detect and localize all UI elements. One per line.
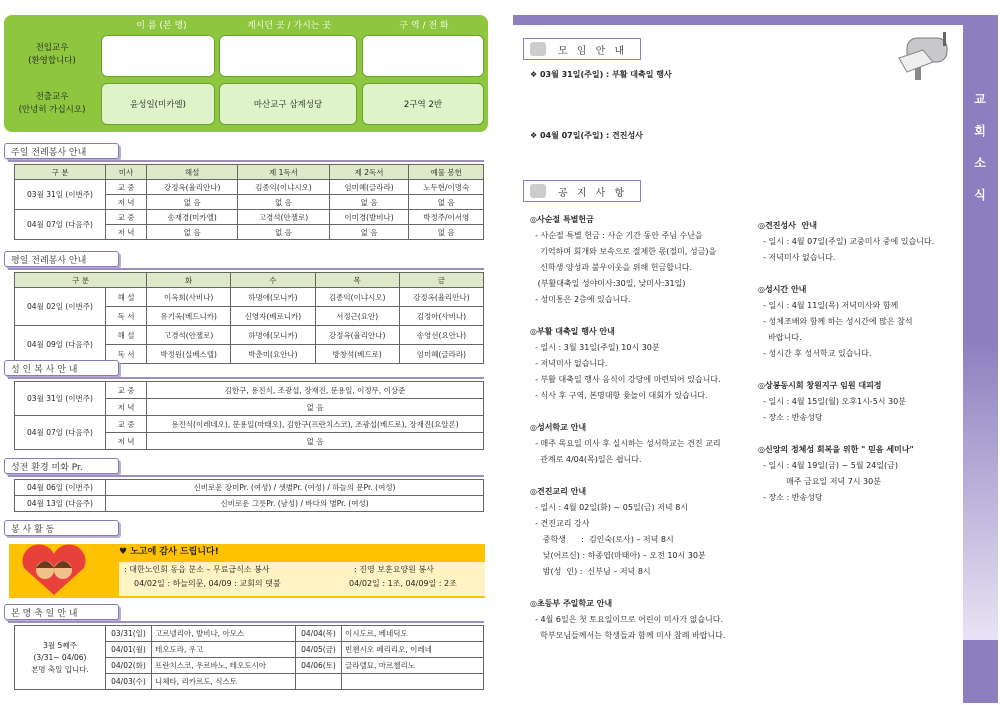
cell: 김종익(이냐시오) [238,180,329,195]
mass-cell: 저 녁 [106,433,147,450]
volunteer-illustration [9,540,99,600]
meeting-title [523,38,641,60]
notice-line: - 사순절 특별 헌금 : 사순 기간 동안 주님 수난을 [530,231,703,240]
cell: 하명애(모니카) [231,288,315,307]
notice-line: - 부활 대축일 행사 음식이 강당에 마련되어 있습니다. [530,375,721,384]
role-cell: 해 설 [106,326,147,345]
cell: 김종익(이냐시오) [315,288,399,307]
cell: 강정옥(율리안나) [399,288,483,307]
table-row [15,416,484,433]
weekday-table [14,272,484,364]
mass-cell: 교 중 [106,382,147,399]
notice-line: - 저녁미사 없습니다. [758,253,836,262]
notice-icon [530,184,546,198]
sunday-head: 예물 봉헌 [409,165,484,180]
notice-title [523,180,641,202]
patron-date: 04/06(토) [296,658,342,674]
patron-names: 프란치스코, 우르바노, 테오도시아 [152,658,296,674]
side-title-char: 소 [974,156,986,170]
notice-line: - 일시 : 4월 19일(금) ~ 5월 24일(금) [758,461,899,470]
notice-line: - 일시 : 4월 07일(주일) 교중미사 중에 있습니다. [758,237,935,246]
patron-date: 03/31(일) [106,626,152,642]
cell: 신영자(베로니카) [231,307,315,326]
meeting-item: ❖ 04월 07일(주일) : 견진성사 [530,131,643,140]
notice-line: 중학생 : 김인숙(로사) – 저녁 8시 [530,535,674,544]
transfer-header-name: 이 름 (본 명) [136,21,187,31]
date-cell: 04월 13일 (다음주) [15,496,106,512]
patron-names: 글라델묘, 마르첼리노 [342,658,484,674]
notice-line: - 성미통은 2층에 있습니다. [530,295,631,304]
table-row [15,480,484,496]
notice-line: - 4월 6일은 첫 토요일이므로 어린이 미사가 없습니다. [530,615,724,624]
meeting-icon [530,42,546,56]
notice-line [530,308,725,324]
cell: 없 음 [147,195,238,210]
notice-line: - 일시 : 4월 02일(화) ~ 05일(금) 저녁 8시 [530,503,689,512]
transfer-in-area [362,35,484,77]
notice-line: - 저녁미사 없습니다. [530,359,608,368]
mass-cell: 저 녁 [106,195,147,210]
patron-date [296,674,342,690]
cell: 강정옥(율리안나) [147,180,238,195]
patron-table [14,625,484,690]
env-text: 신비로운 장미Pr. (여성) / 샛별Pr. (여성) / 하늘의 문Pr. (여성) [106,480,484,496]
mass-cell: 교 중 [106,210,147,225]
role-cell: 독 서 [106,307,147,326]
notice-line: 관계로 4/04(목)일은 쉽니다. [530,455,642,464]
notice-line: - 장소 : 반송성당 [758,413,823,422]
mass-cell: 저 녁 [106,399,147,416]
weekday-head: 목 [315,273,399,288]
role-cell: 해 설 [106,288,147,307]
patron-label: 3월 5째주 (3/31~ 04/06) 본명 축일 입니다. [15,626,106,690]
sunday-title: 주일 전례봉사 안내 [4,143,119,159]
notice-line: 매주 금요일 저녁 7시 30분 [758,477,881,486]
notice-heading: ◎성시간 안내 [758,285,807,294]
notice-line: 밤(성 인) : 신부님 – 저녁 8시 [530,567,651,576]
env-table [14,479,484,512]
cell: 없 음 [409,225,484,240]
side-title-char: 교 [974,92,986,106]
cell: 이옥희(사비나) [147,288,231,307]
transfer-box [4,15,488,132]
altar-title: 성 인 복 사 안 내 [4,360,119,376]
notice-heading: ◎상봉동시회 창원지구 임원 대피정 [758,381,882,390]
patron-names: 고르넬리아, 발비나, 아모스 [152,626,296,642]
table-row [15,326,484,345]
notice-line: - 매주 목요일 미사 후 실시하는 성서학교는 견진 교리 [530,439,721,448]
cell: 박정주/이서영 [409,210,484,225]
transfer-out-name: 윤성일(미카엘) [101,83,215,125]
cell: 박정원(실베스텔) [147,345,231,364]
weekday-head: 화 [147,273,231,288]
patron-names: 테오도라, 우고 [152,642,296,658]
transfer-header-place: 계시던 곳 / 가시는 곳 [246,21,332,31]
weekday-title: 평일 전례봉사 안내 [4,251,119,267]
date-cell: 03월 31일 (이번주) [15,382,106,416]
side-title-char: 회 [974,124,986,138]
sunday-head: 구 분 [15,165,106,180]
cell: 노두현/이명숙 [409,180,484,195]
notice-line [530,580,725,596]
notice-line: (부활대축일 성야미사:30일, 낮미사:31일) [530,279,686,288]
patron-date: 04/04(목) [296,626,342,642]
names-cell: 없 음 [147,399,484,416]
notice-line: 학부모님들께서는 학생들과 함께 미사 참례 바랍니다. [530,631,726,640]
cell: 없 음 [147,225,238,240]
volunteer-thanks: ♥ 노고에 감사 드립니다! [119,547,219,557]
mass-cell: 교 중 [106,180,147,195]
notice-heading: ◎견진교리 안내 [530,487,587,496]
notice-line: - 식사 후 구역, 본명대항 윷놀이 대회가 있습니다. [530,391,708,400]
cell: 고경석(안젤로) [147,326,231,345]
notice-line [530,468,725,484]
cell: 없 음 [238,195,329,210]
notice-line: - 장소 : 반송성당 [758,493,823,502]
cell: 없 음 [238,225,329,240]
notice-line [758,266,934,282]
meeting-title-text: 모 임 안 내 [558,45,628,57]
patron-title: 본 명 축 일 안 내 [4,604,119,620]
names-cell: 없 음 [147,433,484,450]
cell: 방창석(베드로) [315,345,399,364]
cell: 없 음 [329,195,409,210]
notice-line [758,362,934,378]
weekday-head: 수 [231,273,315,288]
cell: 송재경(미카엘) [147,210,238,225]
cell: 임미혜(글라라) [329,180,409,195]
transfer-out-area: 2구역 2반 [362,83,484,125]
patron-names [342,674,484,690]
sunday-divider [8,160,484,162]
notice-line: - 일시 : 4월 15일(월) 오후1시-5시 30분 [758,397,906,406]
notice-heading: ◎견진성사 안내 [758,221,817,230]
table-row [15,382,484,399]
notice-line: - 일시 : 3월 31일(주일) 10시 30분 [530,343,660,352]
notice-heading: ◎사순절 특별헌금 [530,215,594,224]
weekday-divider [8,268,484,270]
date-cell: 04월 09일 (다음주) [15,326,106,364]
transfer-in-name [101,35,215,77]
date-cell: 04월 07일 (다음주) [15,210,106,240]
transfer-in-label: 전입교우 (환영합니다) [28,43,76,66]
weekday-head: 금 [399,273,483,288]
notice-line [530,404,725,420]
notice-right-column [758,218,934,506]
names-cell: 김한구, 용진식, 조광섭, 장재진, 문용일, 이정무, 이상준 [147,382,484,399]
side-gradient [963,340,998,640]
volunteer-title: 봉 사 활 동 [4,520,119,536]
transfer-out-place: 마산교구 삼계성당 [219,83,357,125]
table-row [15,626,484,642]
notice-line: - 일시 : 4월 11일(목) 저녁미사와 함께 [758,301,899,310]
notice-line [758,426,934,442]
mass-cell: 교 중 [106,416,147,433]
notice-heading: ◎성서학교 안내 [530,423,587,432]
cell: 송영선(요안나) [399,326,483,345]
volunteer-right-detail: 04/02일 : 1조, 04/09일 : 2조 [349,579,457,588]
altar-table [14,381,484,450]
transfer-header-area: 구 역 / 전 화 [399,21,449,31]
cell: 하명애(모니카) [231,326,315,345]
table-row [15,210,484,225]
date-cell: 04월 06일 (이번주) [15,480,106,496]
cell: 강정옥(율리안나) [315,326,399,345]
cell: 서정근(요안) [315,307,399,326]
cell: 박춘미(요안나) [231,345,315,364]
notice-heading: ◎신앙의 정체성 회복을 위한 " 믿음 세미나" [758,445,914,454]
notice-line: 신학생 양성과 불우이웃을 위해 헌금합니다. [530,263,692,272]
env-text: 신비로운 그릇Pr. (남성) / 바다의 별Pr. (여성) [106,496,484,512]
cell: 임미혜(글라라) [399,345,483,364]
patron-divider [8,621,484,623]
notice-left-column [530,212,725,644]
table-row [15,180,484,195]
notice-line: - 성체조배와 함께 하는 성시간에 많은 참석 [758,317,913,326]
notice-line: 기억하며 회개와 보속으로 절제한 몫(절미, 성금)을 [530,247,717,256]
altar-divider [8,377,484,379]
volunteer-left-title: : 대한노인회 동읍 분소 – 무료급식소 봉사 [124,565,270,574]
date-cell: 04월 07일 (다음주) [15,416,106,450]
sunday-table [14,164,484,240]
table-row [15,288,484,307]
cell: 유기옥(베드니카) [147,307,231,326]
cell: 없 음 [329,225,409,240]
volunteer-box [9,544,485,598]
cell: 이미경(발비나) [329,210,409,225]
env-title: 성전 환경 미화 Pr. [4,458,119,474]
patron-date: 04/01(월) [106,642,152,658]
cell: 없 음 [409,195,484,210]
patron-names: 이시도르, 베네딕도 [342,626,484,642]
side-title-char: 식 [974,188,986,202]
sunday-head: 해설 [147,165,238,180]
weekday-head: 구 분 [15,273,147,288]
notice-title-text: 공 지 사 항 [558,187,628,199]
notice-heading: ◎초등부 주일학교 안내 [530,599,613,608]
patron-names: 니체타, 리카르도, 식스토 [152,674,296,690]
transfer-in-place [219,35,357,77]
cell: 고경석(안젤로) [238,210,329,225]
cell: 김정아(사비나) [399,307,483,326]
notice-line: 낮(어르신) : 하종엽(마태아) – 오전 10시 30분 [530,551,706,560]
notice-heading: ◎부활 대축일 행사 안내 [530,327,615,336]
date-cell: 04월 02일 (이번주) [15,288,106,326]
env-divider [8,475,484,477]
notice-line: - 성시간 후 성서학교 있습니다. [758,349,872,358]
names-cell: 용진식(이레네오), 문용일(마태오), 김한구(프란치스코), 조광섭(베드로), 장재진(요알론) [147,416,484,433]
sunday-head: 미사 [106,165,147,180]
patron-names: 빈첸시오 페리리오, 이레네 [342,642,484,658]
transfer-out-label: 전출교우 (안녕히 가십시오) [18,92,86,115]
volunteer-right-title: : 진영 보훈요양원 봉사 [354,565,434,574]
role-cell: 독 서 [106,345,147,364]
patron-date: 04/03(수) [106,674,152,690]
sunday-head: 제 2독서 [329,165,409,180]
patron-date: 04/02(화) [106,658,152,674]
mailbox-illustration [893,28,955,83]
date-cell: 03월 31일 (이번주) [15,180,106,210]
mass-cell: 저 녁 [106,225,147,240]
patron-date: 04/05(금) [296,642,342,658]
meeting-item: ❖ 03월 31일(주일) : 부활 대축일 행사 [530,70,672,79]
volunteer-left-detail: 04/02일 : 하늘의문, 04/09 : 교회의 탯불 [134,579,281,588]
sunday-head: 제 1독서 [238,165,329,180]
table-row [15,496,484,512]
notice-line: 바랍니다. [758,333,802,342]
notice-line: - 견진교리 강사 [530,519,590,528]
top-banner [513,15,970,25]
